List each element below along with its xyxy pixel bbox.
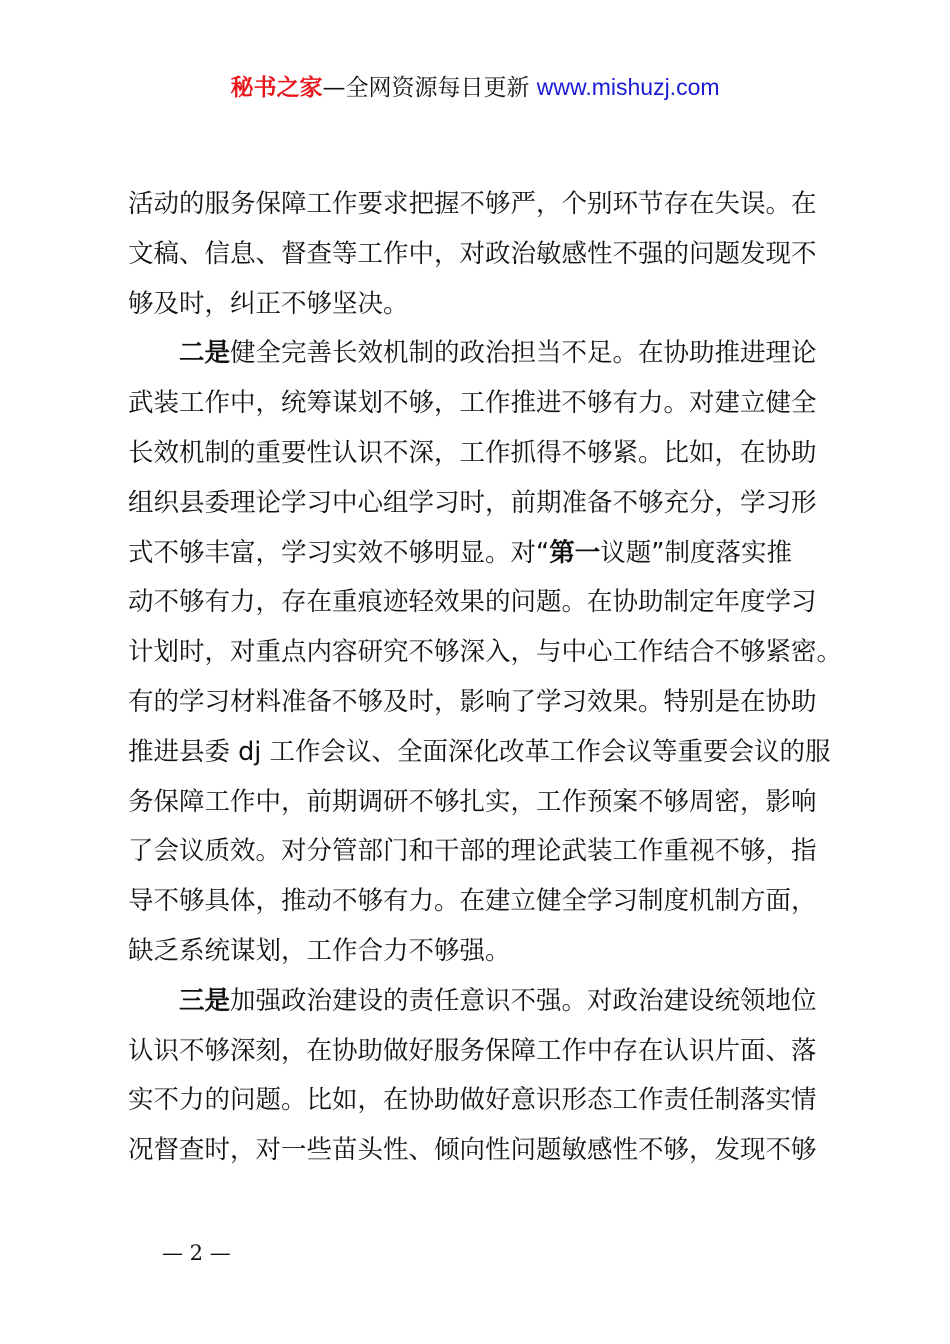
emphasis-first-topic: 第一: [549, 537, 601, 568]
text-line: 有的学习材料准备不够及时，影响了学习效果。特别是在协助: [128, 686, 817, 717]
paragraph-three-first-line: [128, 977, 838, 1027]
text-line: 况督查时，对一些苗头性、倾向性问题敏感性不够，发现不够: [128, 1135, 817, 1166]
paragraph-two-first-line: [128, 329, 838, 379]
paragraph-three-text: 加强政治建设的责任意识不强。对政治建设统领地位: [230, 985, 817, 1016]
text-line: 够及时，纠正不够坚决。: [128, 288, 409, 319]
site-brand: 秘书之家: [230, 75, 323, 101]
paragraph-two-text: 健全完善长效机制的政治担当不足。在协助推进理论: [230, 338, 817, 369]
text-line: 计划时，对重点内容研究不够深入，与中心工作结合不够紧密。: [128, 637, 843, 668]
text-line-with-emphasis: [128, 529, 838, 579]
paragraph-two-lead: 二是: [179, 338, 231, 369]
text-line: 缺乏系统谋划，工作合力不够强。: [128, 935, 511, 966]
document-body: [128, 180, 843, 1176]
text-segment: 式不够丰富，学习实效不够明显。对“: [128, 537, 550, 568]
text-line: 组织县委理论学习中心组学习时，前期准备不够充分，学习形: [128, 487, 817, 518]
text-segment: 议题”制度落实推: [600, 537, 792, 568]
text-line: 武装工作中，统筹谋划不够，工作推进不够有力。对建立健全: [128, 388, 817, 419]
site-tagline: —全网资源每日更新: [322, 75, 537, 101]
text-line: 活动的服务保障工作要求把握不够严，个别环节存在失误。在: [128, 189, 817, 219]
text-line: 导不够具体，推动不够有力。在建立健全学习制度机制方面，: [128, 886, 817, 917]
page-number: — 2 —: [162, 1241, 231, 1265]
text-line: 文稿、信息、督查等工作中，对政治敏感性不强的问题发现不: [128, 238, 817, 269]
text-line: 务保障工作中，前期调研不够扎实，工作预案不够周密，影响: [128, 786, 817, 817]
text-line: 长效机制的重要性认识不深，工作抓得不够紧。比如，在协助: [128, 437, 817, 468]
text-line: 推进县委 dj 工作会议、全面深化改革工作会议等重要会议的服: [128, 736, 831, 767]
text-line: 了会议质效。对分管部门和干部的理论武装工作重视不够，指: [128, 836, 817, 867]
text-line: 动不够有力，存在重痕迹轻效果的问题。在协助制定年度学习: [128, 587, 817, 618]
text-line: 实不力的问题。比如，在协助做好意识形态工作责任制落实情: [128, 1085, 817, 1116]
site-header: [0, 70, 950, 105]
site-url[interactable]: www.mishuzj.com: [536, 74, 720, 100]
text-line: 认识不够深刻，在协助做好服务保障工作中存在认识片面、落: [128, 1035, 817, 1066]
paragraph-three-lead: 三是: [179, 985, 231, 1016]
